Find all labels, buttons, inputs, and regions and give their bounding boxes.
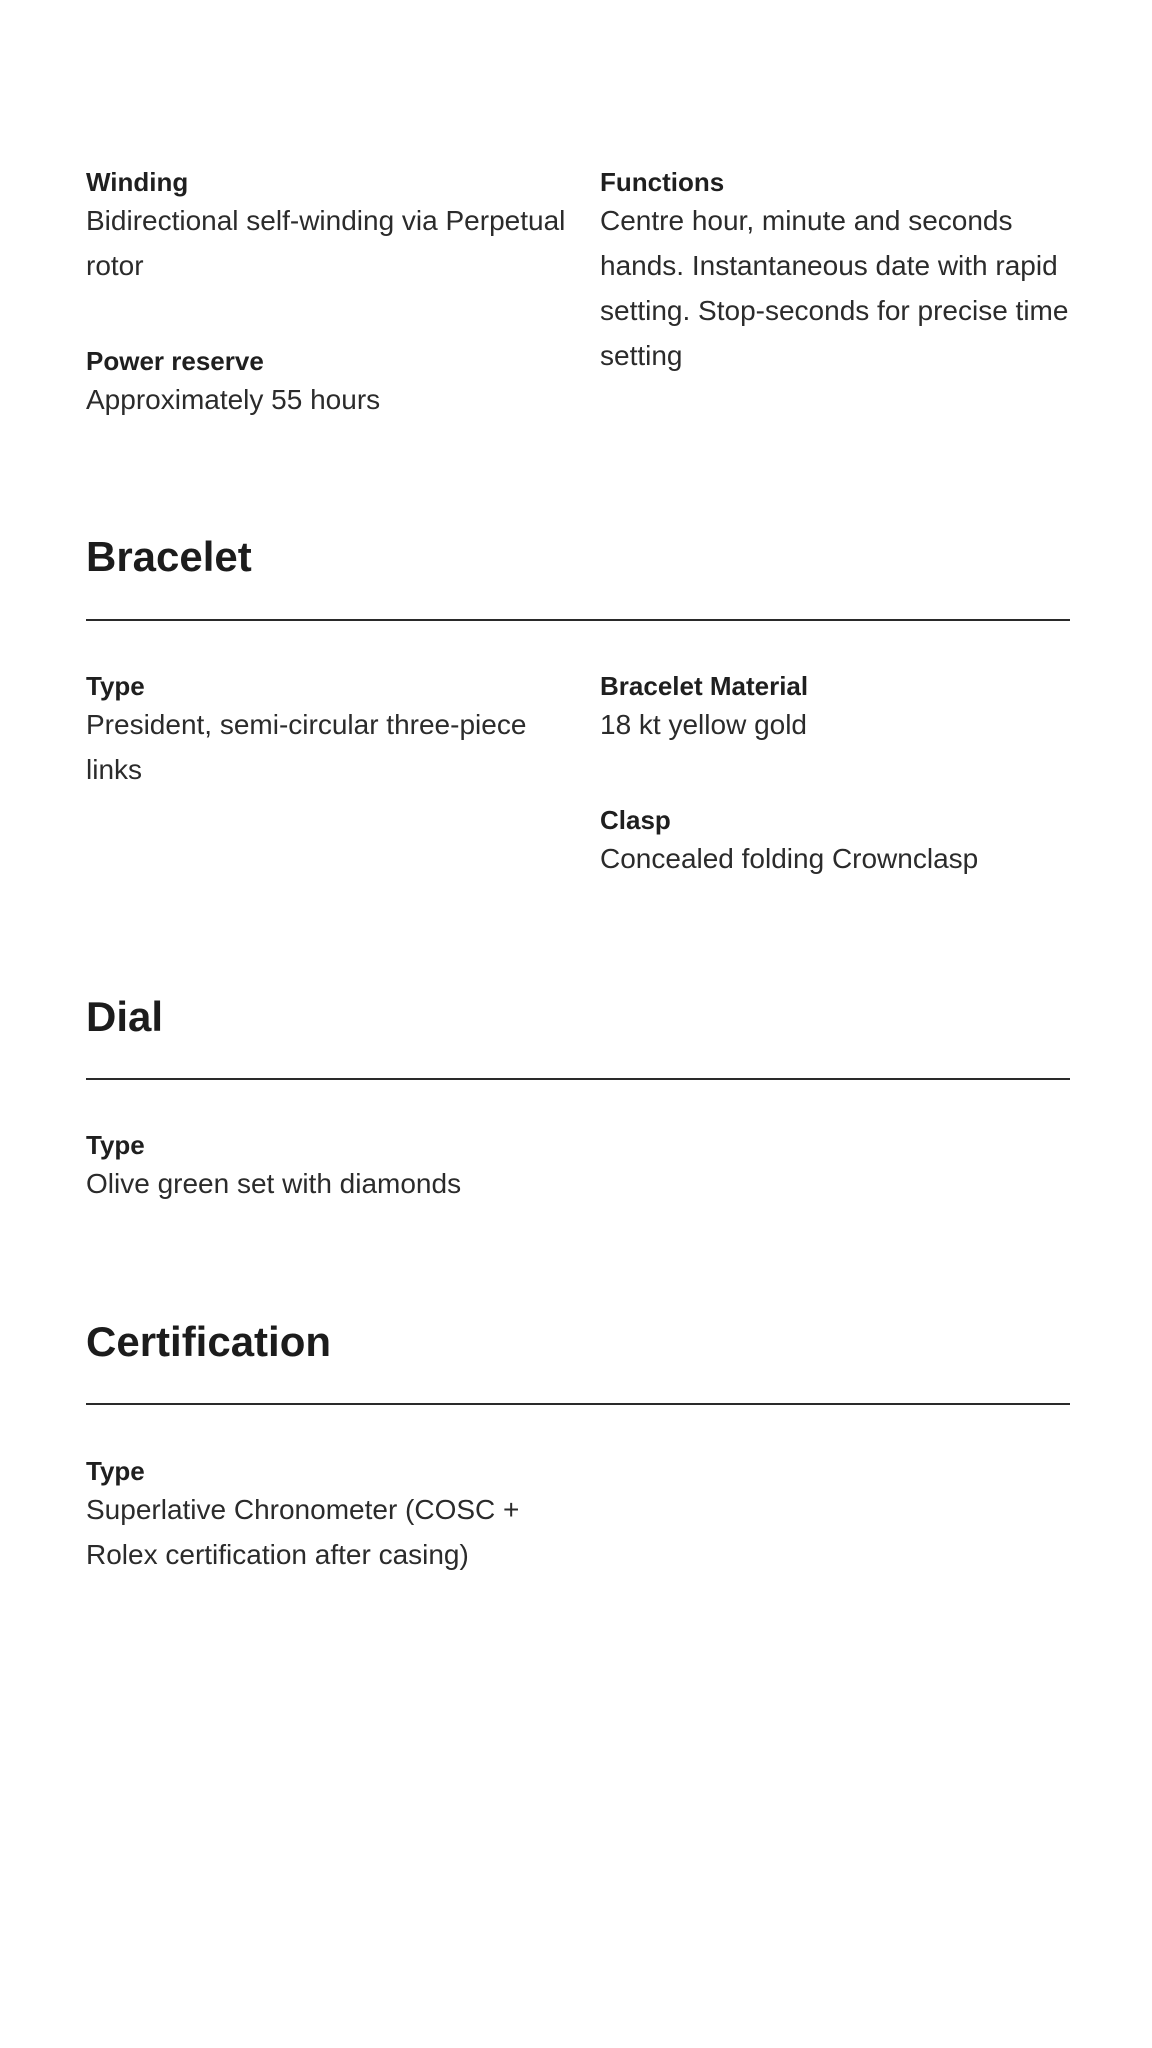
spec-power-reserve	[86, 345, 566, 422]
spec-value: Bidirectional self-winding via Perpetual rotor	[86, 205, 566, 281]
spec-certification-type	[86, 1455, 566, 1577]
spec-label: Type	[86, 671, 145, 701]
spec-clasp	[600, 804, 1080, 881]
spec-bracelet-type	[86, 670, 566, 792]
spec-label: Type	[86, 1456, 145, 1486]
spec-functions	[600, 166, 1080, 378]
spec-value: President, semi-circular three-piece links	[86, 709, 527, 785]
spec-value: Concealed folding Crownclasp	[600, 843, 979, 874]
spec-label: Functions	[600, 167, 725, 197]
spec-winding	[86, 166, 566, 288]
spec-label: Bracelet Material	[600, 671, 809, 701]
section-title-certification: Certification	[86, 1318, 332, 1365]
spec-value: Centre hour, minute and seconds hands. Instantaneous date with rapid setting. Stop-seconds for precise time setting	[600, 205, 1069, 371]
spec-value: Olive green set with diamonds	[86, 1168, 462, 1199]
spec-label: Clasp	[600, 805, 671, 835]
spec-bracelet-material	[600, 670, 1080, 747]
spec-label: Power reserve	[86, 346, 264, 376]
section-divider	[86, 1078, 1070, 1080]
spec-value: 18 kt yellow gold	[600, 709, 808, 740]
spec-value: Superlative Chronometer (COSC + Rolex certification after casing)	[86, 1494, 520, 1570]
spec-label: Winding	[86, 167, 189, 197]
section-title-dial: Dial	[86, 993, 164, 1040]
spec-value: Approximately 55 hours	[86, 384, 381, 415]
section-title-bracelet: Bracelet	[86, 533, 252, 580]
spec-dial-type	[86, 1129, 566, 1206]
spec-label: Type	[86, 1130, 145, 1160]
section-divider	[86, 1403, 1070, 1405]
section-divider	[86, 619, 1070, 621]
